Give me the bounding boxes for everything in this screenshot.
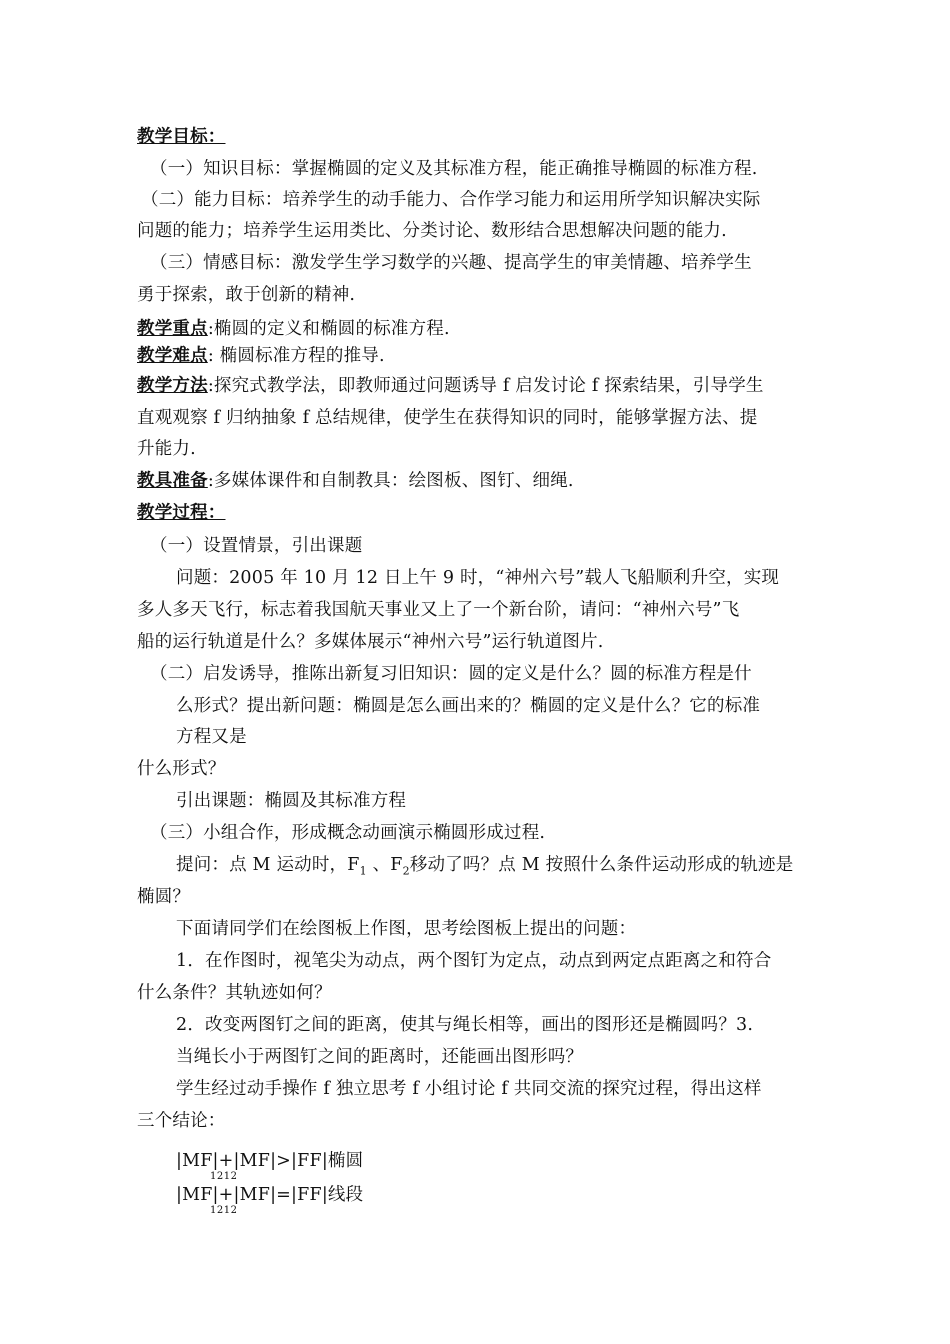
f1-subscript: 1 [359,864,367,878]
process-heading: 教学过程： [137,503,226,523]
step2-line2: 么形式？提出新问题：椭圆是怎么画出来的？椭圆的定义是什么？它的标准 [176,696,761,716]
ask-text-c: 移动了吗？点 M 按照什么条件运动形成的轨迹是 [409,855,794,875]
difficulty-text: : 椭圆标准方程的推导. [207,346,385,366]
result-line2: 三个结论： [137,1111,226,1131]
method-label: 教学方法 [137,376,208,396]
step2-line4: 什么形式？ [137,759,226,779]
ask-line1 [176,854,793,883]
ask-text-a: 提问：点 M 运动时，F [176,855,360,875]
ask-line2: 椭圆？ [137,887,191,907]
step1-title: （一）设置情景，引出课题 [150,536,363,556]
question-line1: 问题：2005 年 10 月 12 日上午 9 时，“神州六号”载人飞船顺利升空，实现 [176,568,780,588]
formula-segment: |MF|+|MF|=|FF|线段 [176,1185,364,1205]
step2-line1: （二）启发诱导，推陈出新复习旧知识：圆的定义是什么？圆的标准方程是什 [150,664,752,684]
emotion-objective-line2: 勇于探索，敢于创新的精神. [137,285,356,305]
f2-subscript: 2 [402,864,410,878]
objectives-heading: 教学目标： [137,127,226,147]
key-point-label: 教学重点 [137,319,208,339]
difficulty [137,345,385,367]
question-line2: 多人多天飞行，标志着我国航天事业又上了一个新台阶，请问：“神州六号”飞 [137,600,740,620]
difficulty-label: 教学难点 [137,346,208,366]
step3-title: （三）小组合作，形成概念动画演示椭圆形成过程. [150,823,546,843]
q2-line1: 2．改变两图钉之间的距离，使其与绳长相等，画出的图形还是椭圆吗？3. [176,1015,754,1035]
ability-objective-line1: （二）能力目标：培养学生的动手能力、合作学习能力和运用所学知识解决实际 [141,190,761,210]
tools [137,470,574,492]
tools-text: :多媒体课件和自制教具：绘图板、图钉、细绳. [207,471,574,491]
formula-segment-subscripts: 1212 [210,1205,238,1216]
method-line3: 升能力. [137,439,196,459]
ability-objective-line2: 问题的能力；培养学生运用类比、分类讨论、数形结合思想解决问题的能力. [137,221,727,241]
result-line1: 学生经过动手操作 f 独立思考 f 小组讨论 f 共同交流的探究过程，得出这样 [176,1079,762,1099]
below-line: 下面请同学们在绘图板上作图，思考绘图板上提出的问题： [176,919,637,939]
q2-line2: 当绳长小于两图钉之间的距离时，还能画出图形吗？ [176,1047,584,1067]
question-line3: 船的运行轨道是什么？多媒体展示“神州六号”运行轨道图片. [137,632,604,652]
method-text-1: :探究式教学法，即教师通过问题诱导 f 启发讨论 f 探索结果，引导学生 [207,376,764,396]
topic-line: 引出课题：椭圆及其标准方程 [176,791,407,811]
formula-ellipse-subscripts: 1212 [210,1171,238,1182]
formula-ellipse: |MF|+|MF|>|FF|椭圆 [176,1151,364,1171]
tools-label: 教具准备 [137,471,208,491]
step2-line3: 方程又是 [176,727,247,747]
ask-text-b: 、F [366,855,403,875]
knowledge-objective: （一）知识目标：掌握椭圆的定义及其标准方程，能正确推导椭圆的标准方程. [150,159,758,179]
key-point [137,318,450,340]
method-line1 [137,375,764,397]
q1-line2: 什么条件？其轨迹如何？ [137,983,332,1003]
emotion-objective-line1: （三）情感目标：激发学生学习数学的兴趣、提高学生的审美情趣、培养学生 [150,253,752,273]
q1-line1: 1．在作图时，视笔尖为动点，两个图钉为定点，动点到两定点距离之和符合 [176,951,772,971]
key-point-text: :椭圆的定义和椭圆的标准方程. [207,319,450,339]
method-line2: 直观观察 f 归纳抽象 f 总结规律，使学生在获得知识的同时，能够掌握方法、提 [137,408,758,428]
